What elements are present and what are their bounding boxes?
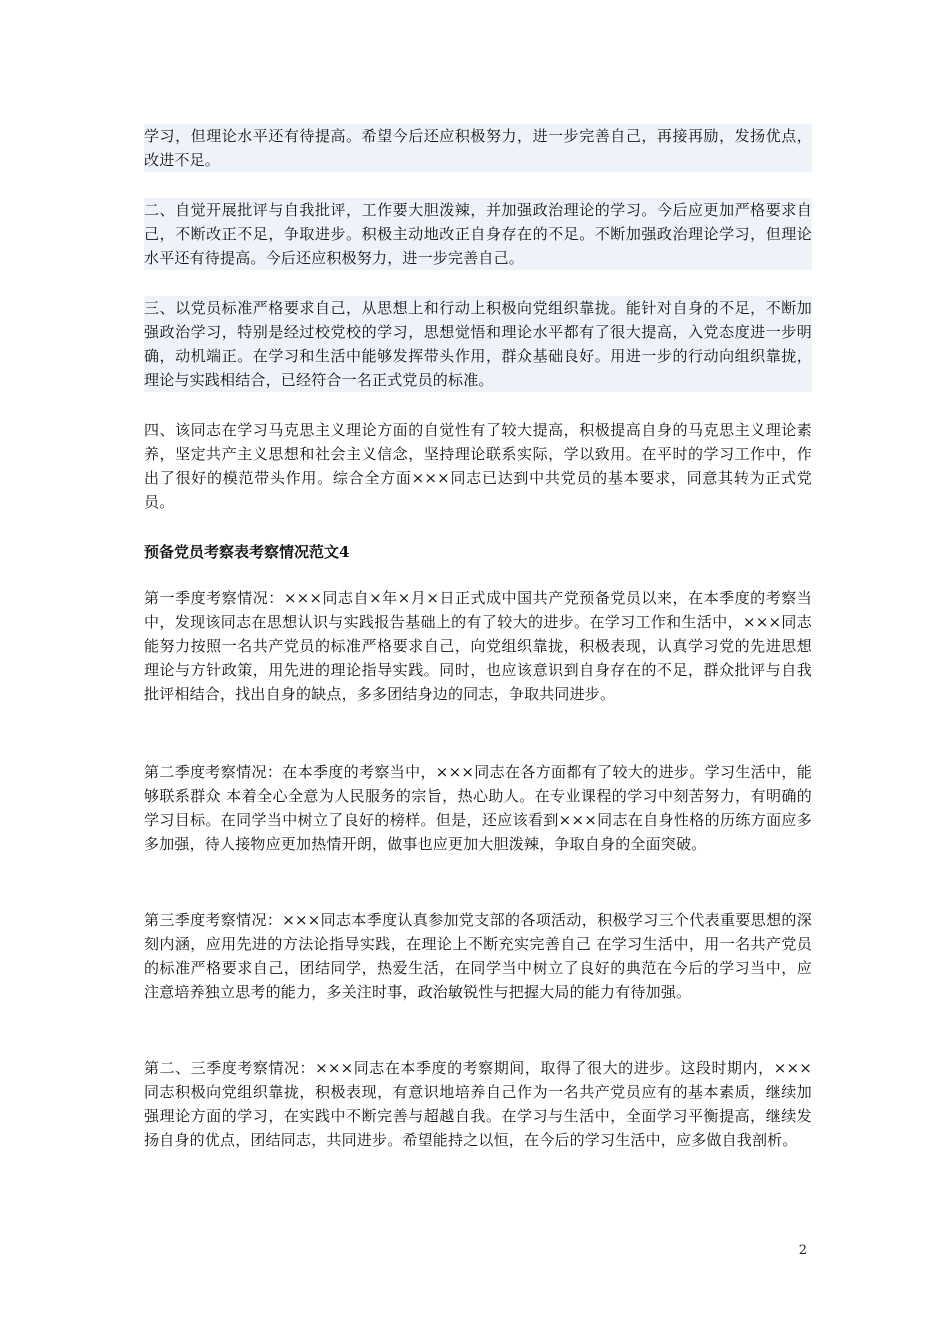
page-number: 2 [798, 1243, 807, 1258]
paragraph-quarter-2: 第二季度考察情况：在本季度的考察当中，×××同志在各方面都有了较大的进步。学习生活中，能够联系群众 本着全心全意为人民服务的宗旨，热心助人。在专业课程的学习中刻苦努力，有明确的学习目标。在同学当中树立了良好的榜样。但是，还应该看到×××同志在自身性格的历练方面应多多加强，待人接物应更加热情开朗，做事也应更加大胆泼辣，争取自身的全面突破。 [144, 763, 812, 853]
paragraph-continuation: 学习，但理论水平还有待提高。希望今后还应积极努力，进一步完善自己，再接再励，发扬优点，改进不足。 [144, 124, 812, 172]
paragraph-point-2: 二、自觉开展批评与自我批评，工作要大胆泼辣，并加强政治理论的学习。今后应更加严格要求自己，不断改正不足，争取进步。积极主动地改正自身存在的不足。不断加强政治理论学习，但理论水平还有待提高。今后还应积极努力，进一步完善自己。 [144, 198, 812, 270]
paragraph-point-4: 四、该同志在学习马克思主义理论方面的自觉性有了较大提高，积极提高自身的马克思主义理论素养，坚定共产主义思想和社会主义信念，坚持理论联系实际，学以致用。在平时的学习工作中，作出了很好的模范带头作用。综合全方面×××同志已达到中共党员的基本要求，同意其转为正式党员。 [144, 421, 812, 511]
paragraph-point-3: 三、以党员标准严格要求自己，从思想上和行动上积极向党组织靠拢。能针对自身的不足，不断加强政治学习，特别是经过校党校的学习，思想觉悟和理论水平都有了很大提高，入党态度进一步明确，动机端正。在学习和生活中能够发挥带头作用，群众基础良好。用进一步的行动向组织靠拢，理论与实践相结合，已经符合一名正式党员的标准。 [144, 296, 812, 392]
paragraph-quarter-3: 第三季度考察情况：×××同志本季度认真参加党支部的各项活动，积极学习三个代表重要思想的深刻内涵，应用先进的方法论指导实践，在理论上不断充实完善自己 在学习生活中，用一名共产党员的标准严格要求自己，团结同学，热爱生活，在同学当中树立了良好的典范在今后的学习当中，应注意培养独立思考的能力，多关注时事，政治敏锐性与把握大局的能力有待加强。 [144, 911, 812, 1001]
paragraph-quarter-2-3: 第二、三季度考察情况：×××同志在本季度的考察期间，取得了很大的进步。这段时期内，×××同志积极向党组织靠拢，积极表现，有意识地培养自己作为一名共产党员应有的基本素质，继续加强理论方面的学习，在实践中不断完善与超越自我。在学习与生活中，全面学习平衡提高，继续发扬自身的优点，团结同志，共同进步。希望能持之以恒，在今后的学习生活中，应多做自我剖析。 [144, 1059, 812, 1149]
paragraph-quarter-1: 第一季度考察情况：×××同志自×年×月×日正式成中国共产党预备党员以来，在本季度的考察当中，发现该同志在思想认识与实践报告基础上的有了较大的进步。在学习工作和生活中，×××同志能努力按照一名共产党员的标准严格要求自己，向党组织靠拢，积极表现，认真学习党的先进思想理论与方针政策，用先进的理论指导实践。同时，也应该意识到自身存在的不足，群众批评与自我批评相结合，找出自身的缺点，多多团结身边的同志，争取共同进步。 [144, 589, 812, 703]
section-heading: 预备党员考察表考察情况范文4 [144, 543, 350, 561]
